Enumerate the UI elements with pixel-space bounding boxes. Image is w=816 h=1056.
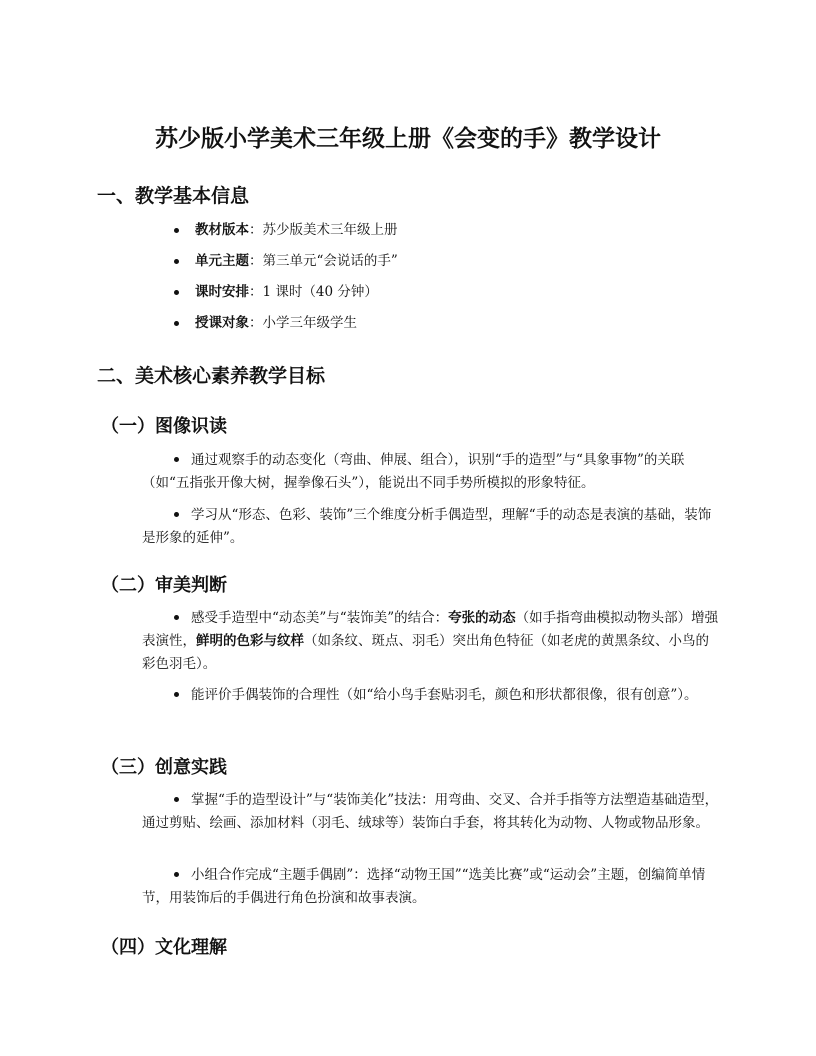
item-separator: ： [249,253,263,269]
item-label: 授课对象 [195,315,249,331]
bullet-icon [174,872,179,877]
item-separator: ： [249,222,263,238]
list-item [174,280,398,311]
paragraph: 学习从“形态、色彩、装饰”三个维度分析手偶造型，理解“手的动态是表演的基础，装饰是形象的延伸”。 [142,507,712,546]
list-item [174,311,398,342]
bullet-icon [174,615,179,620]
section-heading-objectives: 二、美术核心素养教学目标 [97,365,326,387]
subsection-heading-image-reading: （一）图像识读 [101,416,227,437]
section-heading-basic-info: 一、教学基本信息 [97,185,250,207]
item-label: 课时安排 [195,284,249,300]
paragraph: 感受手造型中“动态美”与“装饰美”的结合：夸张的动态（如手指弯曲模拟动物头部）增强表演性，鲜明的色彩与纹样（如条纹、斑点、羽毛）突出角色特征（如老虎的黄黑条纹、小鸟的彩色羽毛）。 [142,610,719,672]
paragraph: 通过观察手的动态变化（弯曲、伸展、组合），识别“手的造型”与“具象事物”的关联（如“五指张开像大树，握拳像石头”），能说出不同手势所模拟的形象特征。 [142,452,685,491]
bullet-icon [174,512,179,517]
item-value: 1 课时（40 分钟） [262,284,378,300]
bullet-icon [174,228,179,233]
page-title: 苏少版小学美术三年级上册《会变的手》教学设计 [155,125,661,152]
subsection-heading-culture: （四）文化理解 [101,937,227,958]
item-value: 第三单元“会说话的手” [262,253,398,269]
item-value: 小学三年级学生 [262,315,357,331]
item-label: 单元主题 [195,253,249,269]
bullet-icon [174,290,179,295]
bullet-icon [174,321,179,326]
paragraph: 掌握“手的造型设计”与“装饰美化”技法：用弯曲、交叉、合并手指等方法塑造基础造型，通过剪贴、绘画、添加材料（羽毛、绒球等）装饰白手套，将其转化为动物、人物或物品形象。 [142,792,719,831]
paragraph: 能评价手偶装饰的合理性（如“给小鸟手套贴羽毛，颜色和形状都很像，很有创意”）。 [142,684,722,707]
bullet-icon [174,692,179,697]
item-value: 苏少版美术三年级上册 [262,222,398,238]
list-item [174,249,398,280]
basic-info-list [174,218,398,342]
item-separator: ： [249,284,263,300]
bullet-icon [174,259,179,264]
bullet-icon [174,797,179,802]
subsection-heading-creative: （三）创意实践 [101,757,227,778]
paragraph: 小组合作完成“主题手偶剧”：选择“动物王国”“选美比赛”或“运动会”主题，创编简单情节，用装饰后的手偶进行角色扮演和故事表演。 [142,867,706,906]
subsection-heading-aesthetic: （二）审美判断 [101,575,227,596]
list-item [174,218,398,249]
item-label: 教材版本 [195,222,249,238]
bullet-icon [174,457,179,462]
item-separator: ： [249,315,263,331]
